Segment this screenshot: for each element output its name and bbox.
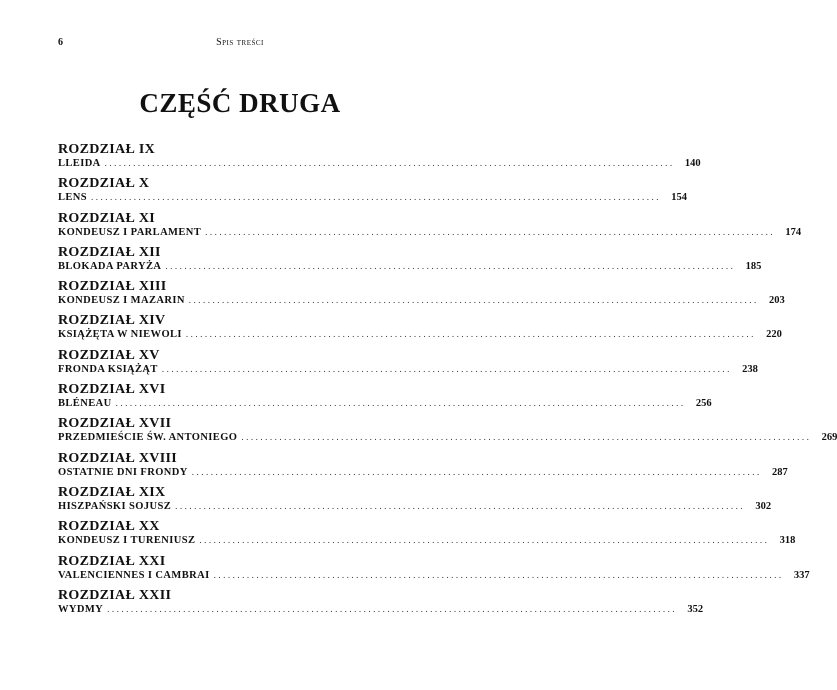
chapter-title: KONDEUSZ I TURENIUSZ — [58, 535, 196, 547]
page-reference: 287 — [771, 466, 788, 478]
chapter-label: ROZDZIAŁ XVI — [58, 382, 166, 398]
chapter-label: ROZDZIAŁ XIII — [58, 279, 167, 295]
chapter-label: ROZDZIAŁ XI — [58, 210, 156, 226]
toc-entry — [58, 210, 802, 244]
chapter-label: ROZDZIAŁ XX — [58, 519, 160, 535]
chapter-label: ROZDZIAŁ XIX — [58, 484, 166, 500]
toc-line — [58, 398, 712, 413]
toc-entry — [58, 175, 688, 209]
dot-leader: ........................................................................................................................ — [165, 260, 736, 271]
toc-line — [58, 226, 802, 242]
page-reference: 337 — [793, 569, 810, 581]
toc-entry — [58, 381, 712, 415]
toc-line — [58, 466, 788, 482]
page-reference: 140 — [684, 158, 701, 169]
toc-line — [58, 260, 762, 276]
chapter-label: ROZDZIAŁ XVIII — [58, 450, 177, 466]
chapter-label: ROZDZIAŁ XXII — [58, 587, 172, 603]
page-reference: 154 — [671, 192, 688, 204]
chapter-title: KSIĄŻĘTA W NIEWOLI — [58, 329, 182, 341]
running-head: Spis treści — [216, 37, 264, 48]
chapter-title: BLÉNEAU — [58, 398, 112, 410]
dot-leader: ........................................................................................................................ — [175, 500, 746, 511]
toc-entry — [58, 312, 782, 346]
chapter-label: ROZDZIAŁ XIV — [58, 313, 166, 329]
chapter-title: HISZPAŃSKI SOJUSZ — [58, 500, 172, 512]
chapter-label: ROZDZIAŁ X — [58, 176, 150, 192]
page-reference: 220 — [766, 329, 782, 341]
dot-leader: ........................................................................................................................ — [115, 398, 686, 409]
dot-leader: ........................................................................................................................ — [191, 466, 762, 477]
toc-line — [58, 192, 688, 207]
toc-line — [58, 603, 704, 619]
page-reference: 318 — [779, 535, 796, 547]
dot-leader: ........................................................................................................................ — [241, 432, 812, 443]
table-of-contents — [58, 141, 837, 621]
toc-line — [58, 363, 758, 379]
page-reference: 269 — [821, 432, 837, 444]
toc-entry — [58, 587, 704, 621]
chapter-label: ROZDZIAŁ XII — [58, 244, 161, 260]
page-reference: 238 — [742, 363, 758, 375]
toc-line — [58, 329, 782, 344]
chapter-title: PRZEDMIEŚCIE ŚW. ANTONIEGO — [58, 432, 238, 444]
chapter-title: OSTATNIE DNI FRONDY — [58, 466, 188, 478]
toc-line — [58, 295, 785, 310]
chapter-title: BLOKADA PARYŻA — [58, 260, 162, 272]
toc-entry — [58, 415, 837, 449]
page-reference: 174 — [785, 226, 802, 238]
chapter-label: ROZDZIAŁ XVII — [58, 416, 172, 432]
chapter-label: ROZDZIAŁ IX — [58, 142, 156, 157]
page-reference: 256 — [695, 398, 712, 410]
dot-leader: ........................................................................................................................ — [185, 329, 756, 340]
chapter-title: WYDMY — [58, 603, 104, 615]
page-reference: 352 — [687, 603, 704, 615]
toc-entry — [58, 553, 810, 587]
chapter-title: VALENCIENNES I CAMBRAI — [58, 569, 210, 581]
dot-leader: ........................................................................................................................ — [205, 226, 776, 237]
dot-leader: ........................................................................................................................ — [91, 192, 662, 203]
part-title: CZĘŚĆ DRUGA — [139, 88, 341, 118]
toc-entry — [58, 347, 758, 381]
page-reference: 185 — [745, 260, 762, 272]
toc-line — [58, 569, 810, 585]
dot-leader: ........................................................................................................................ — [199, 535, 770, 546]
chapter-title: KONDEUSZ I MAZARIN — [58, 295, 185, 307]
toc-entry — [58, 278, 785, 312]
chapter-title: KONDEUSZ I PARLAMENT — [58, 226, 202, 238]
chapter-label: ROZDZIAŁ XXI — [58, 553, 166, 569]
dot-leader: ........................................................................................................................ — [188, 295, 759, 306]
chapter-label: ROZDZIAŁ XV — [58, 347, 160, 363]
dot-leader: ........................................................................................................................ — [213, 569, 784, 580]
page-number: 6 — [58, 37, 63, 48]
page-reference: 203 — [769, 295, 785, 307]
dot-leader: ........................................................................................................................ — [104, 158, 675, 168]
toc-line — [58, 432, 837, 447]
toc-entry — [58, 244, 762, 278]
toc-line — [58, 500, 772, 516]
chapter-title: LLEIDA — [58, 158, 101, 169]
chapter-title: FRONDA KSIĄŻĄT — [58, 363, 158, 375]
toc-entry — [58, 518, 796, 552]
toc-entry — [58, 450, 788, 484]
toc-line — [58, 535, 796, 550]
chapter-title: LENS — [58, 192, 88, 204]
toc-entry — [58, 141, 701, 175]
dot-leader: ........................................................................................................................ — [107, 603, 678, 614]
toc-entry — [58, 484, 772, 518]
dot-leader: ........................................................................................................................ — [161, 363, 732, 374]
toc-line — [58, 158, 701, 173]
page-reference: 302 — [755, 500, 772, 512]
